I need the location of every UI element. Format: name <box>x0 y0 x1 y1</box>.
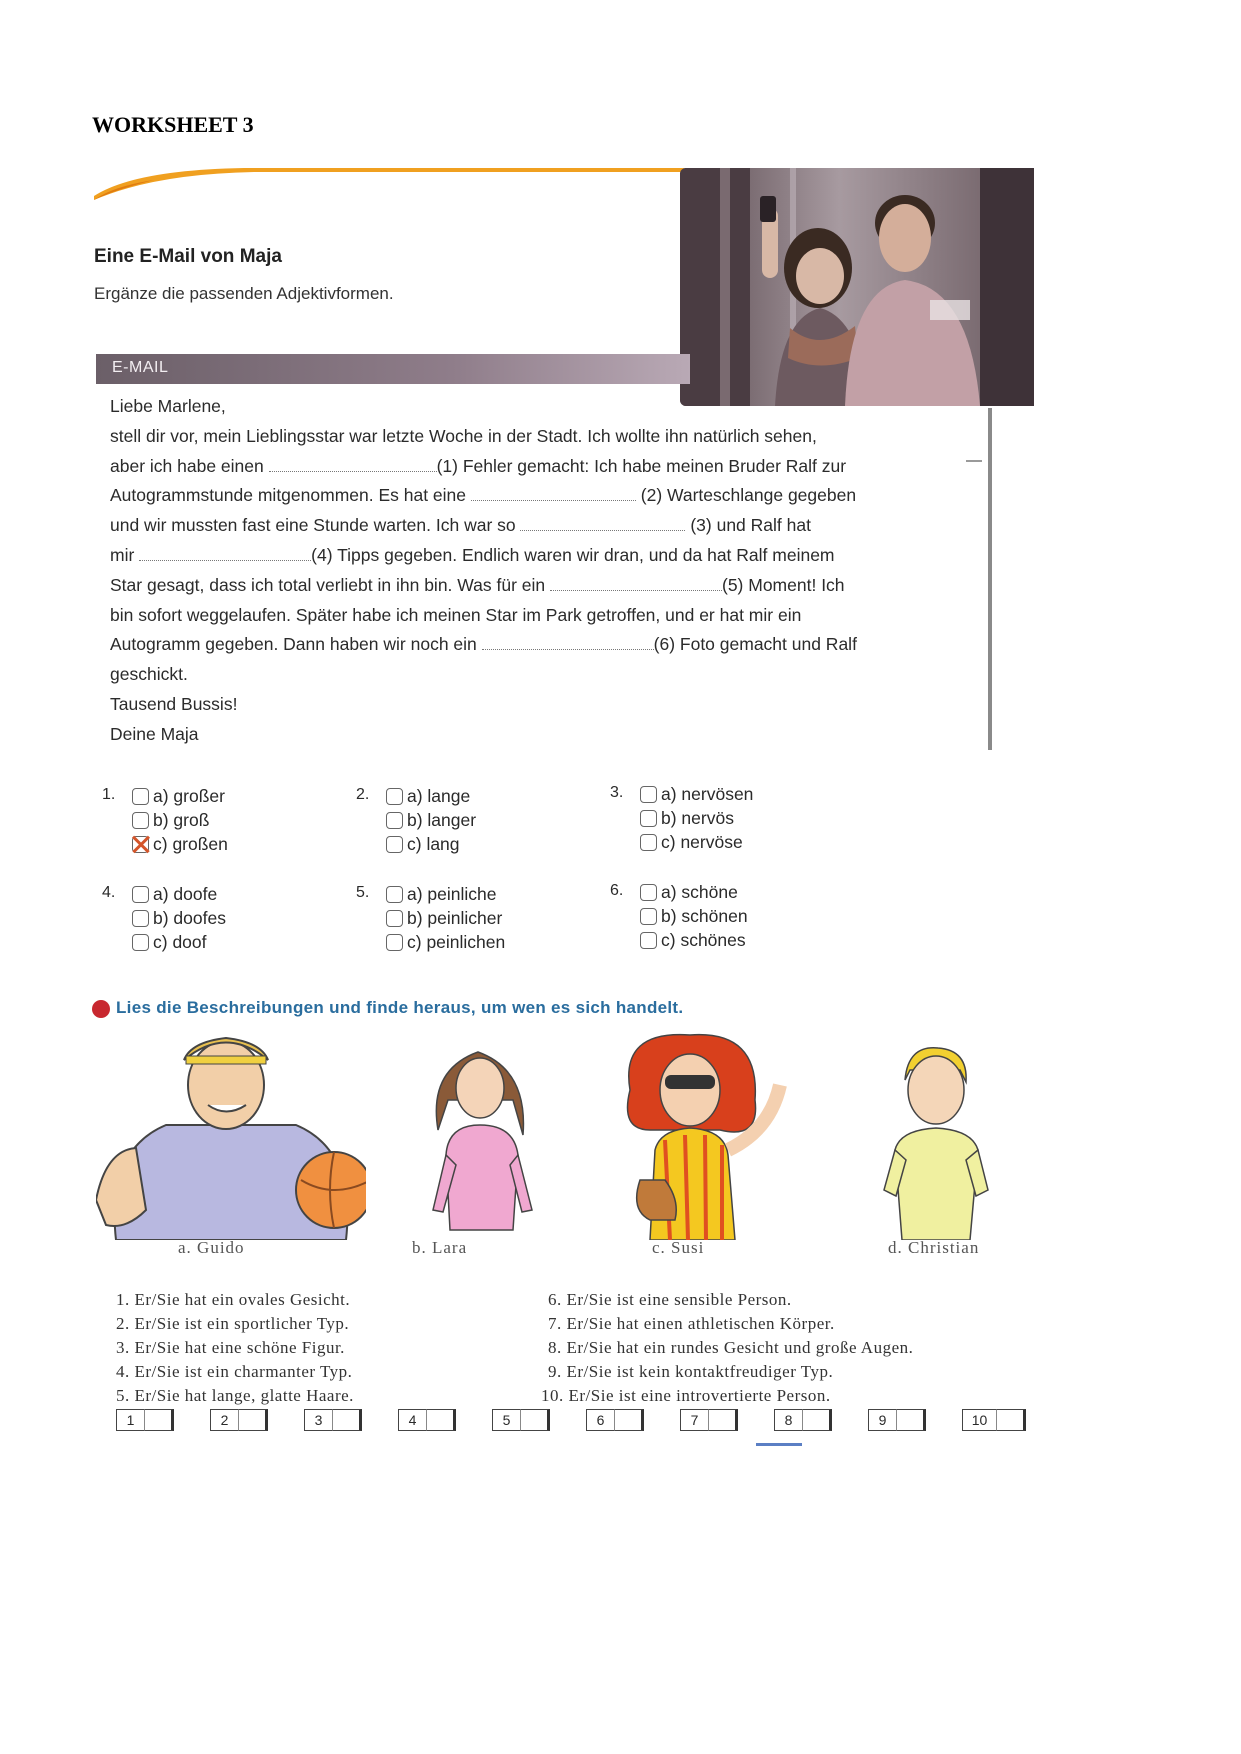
statement-5: 5. Er/Sie hat lange, glatte Haare. <box>116 1386 354 1405</box>
statement-9: 9. Er/Sie ist kein kontaktfreudiger Typ. <box>548 1362 834 1381</box>
email-line: Autogramm gegeben. Dann haben wir noch ein (6) Foto gemacht und Ralf <box>110 634 857 655</box>
answer-box-8[interactable]: 8 <box>774 1409 832 1431</box>
blank-1[interactable] <box>269 457 437 472</box>
checkbox[interactable] <box>386 836 403 853</box>
answer-box-7[interactable]: 7 <box>680 1409 738 1431</box>
checkbox[interactable] <box>386 886 403 903</box>
answer-box-2[interactable]: 2 <box>210 1409 268 1431</box>
caption-guido: a. Guido <box>178 1238 245 1257</box>
option-5c[interactable]: c) peinlichen <box>386 930 505 954</box>
couple-photo <box>680 168 1034 406</box>
statement-7: 7. Er/Sie hat einen athletischen Körper. <box>548 1314 835 1333</box>
option-4b[interactable]: b) doofes <box>132 906 226 930</box>
answer-box-6[interactable]: 6 <box>586 1409 644 1431</box>
lara-illustration <box>428 1040 538 1240</box>
checkbox[interactable] <box>132 910 149 927</box>
question-number: 6. <box>610 882 624 899</box>
statement-6: 6. Er/Sie ist eine sensible Person. <box>548 1290 792 1309</box>
email-line: bin sofort weggelaufen. Später habe ich meinen Star im Park getroffen, und er hat mir ein <box>110 604 802 625</box>
option-1c[interactable]: c) großen <box>132 832 228 856</box>
checkbox[interactable] <box>640 908 657 925</box>
email-line: Autogrammstunde mitgenommen. Es hat eine (2) Warteschlange gegeben <box>110 485 857 506</box>
exercise-instruction: Ergänze die passenden Adjektivformen. <box>94 284 394 303</box>
email-body <box>110 392 978 750</box>
email-line: mir (4) Tipps gegeben. Endlich waren wir dran, und da hat Ralf meinem <box>110 544 835 565</box>
email-border-rule <box>988 408 992 750</box>
option-6b[interactable]: b) schönen <box>640 904 748 928</box>
statement-2: 2. Er/Sie ist ein sportlicher Typ. <box>116 1314 350 1333</box>
option-4a[interactable]: a) doofe <box>132 882 217 906</box>
worksheet-title: WORKSHEET 3 <box>92 112 254 137</box>
question-number: 3. <box>610 784 624 801</box>
blank-5[interactable] <box>550 576 722 591</box>
statement-3: 3. Er/Sie hat eine schöne Figur. <box>116 1338 345 1357</box>
option-1b[interactable]: b) groß <box>132 808 209 832</box>
checkbox[interactable] <box>640 834 657 851</box>
email-line: Star gesagt, dass ich total verliebt in ihn bin. Was für ein (5) Moment! Ich <box>110 574 845 595</box>
email-label: E-MAIL <box>112 359 169 376</box>
email-line: Liebe Marlene, <box>110 396 226 416</box>
checkbox[interactable] <box>132 934 149 951</box>
exercise-bullet-icon <box>92 1000 110 1018</box>
guido-illustration <box>96 1030 366 1240</box>
checkbox[interactable] <box>640 932 657 949</box>
answer-box-9[interactable]: 9 <box>868 1409 926 1431</box>
option-2a[interactable]: a) lange <box>386 784 470 808</box>
option-3c[interactable]: c) nervöse <box>640 830 743 854</box>
option-2c[interactable]: c) lang <box>386 832 460 856</box>
answer-box-5[interactable]: 5 <box>492 1409 550 1431</box>
checkbox[interactable] <box>132 812 149 829</box>
underline-mark <box>756 1443 802 1446</box>
checkbox[interactable] <box>640 786 657 803</box>
statement-1: 1. Er/Sie hat ein ovales Gesicht. <box>116 1290 351 1309</box>
question-number: 5. <box>356 884 370 901</box>
checkbox[interactable] <box>132 886 149 903</box>
question-number: 4. <box>102 884 116 901</box>
answer-box-1[interactable]: 1 <box>116 1409 174 1431</box>
blank-3[interactable] <box>520 516 685 531</box>
option-1a[interactable]: a) großer <box>132 784 225 808</box>
blank-6[interactable] <box>482 635 654 650</box>
exercise-title: Eine E-Mail von Maja <box>94 246 282 267</box>
question-number: 2. <box>356 786 370 803</box>
exercise2-heading: Lies die Beschreibungen und finde heraus, um wen es sich handelt. <box>116 998 684 1017</box>
email-line: und wir mussten fast eine Stunde warten. Ich war so (3) und Ralf hat <box>110 515 811 536</box>
checkbox[interactable] <box>386 788 403 805</box>
option-2b[interactable]: b) langer <box>386 808 476 832</box>
option-4c[interactable]: c) doof <box>132 930 207 954</box>
email-line: Deine Maja <box>110 723 199 744</box>
checkbox[interactable] <box>386 934 403 951</box>
caption-christian: d. Christian <box>888 1238 980 1257</box>
checkbox[interactable] <box>386 910 403 927</box>
email-line: stell dir vor, mein Lieblingsstar war letzte Woche in der Stadt. Ich wollte ihn natürlich sehen, <box>110 425 817 446</box>
answer-box-4[interactable]: 4 <box>398 1409 456 1431</box>
blank-4[interactable] <box>139 546 311 561</box>
email-line: geschickt. <box>110 664 188 685</box>
checkbox[interactable] <box>132 788 149 805</box>
option-5a[interactable]: a) peinliche <box>386 882 497 906</box>
option-6a[interactable]: a) schöne <box>640 880 738 904</box>
caption-susi: c. Susi <box>652 1238 705 1257</box>
checkbox-checked[interactable] <box>132 836 149 853</box>
christian-illustration <box>880 1040 990 1240</box>
option-3b[interactable]: b) nervös <box>640 806 734 830</box>
checkbox[interactable] <box>640 810 657 827</box>
caption-lara: b. Lara <box>412 1238 468 1257</box>
option-3a[interactable]: a) nervösen <box>640 782 753 806</box>
question-number: 1. <box>102 786 116 803</box>
blank-2[interactable] <box>471 486 636 501</box>
answer-box-10[interactable]: 10 <box>962 1409 1026 1431</box>
option-5b[interactable]: b) peinlicher <box>386 906 502 930</box>
email-line: aber ich habe einen (1) Fehler gemacht: Ich habe meinen Bruder Ralf zur <box>110 455 847 476</box>
statement-8: 8. Er/Sie hat ein rundes Gesicht und große Augen. <box>548 1338 914 1357</box>
susi-illustration <box>610 1030 810 1240</box>
orange-swoosh-decoration <box>94 166 684 200</box>
statement-4: 4. Er/Sie ist ein charmanter Typ. <box>116 1362 353 1381</box>
checkbox[interactable] <box>386 812 403 829</box>
answer-box-3[interactable]: 3 <box>304 1409 362 1431</box>
option-6c[interactable]: c) schönes <box>640 928 746 952</box>
checkbox[interactable] <box>640 884 657 901</box>
email-line: Tausend Bussis! <box>110 693 238 714</box>
statement-10: 10. Er/Sie ist eine introvertierte Person. <box>541 1386 831 1405</box>
email-header-bar <box>96 354 690 384</box>
